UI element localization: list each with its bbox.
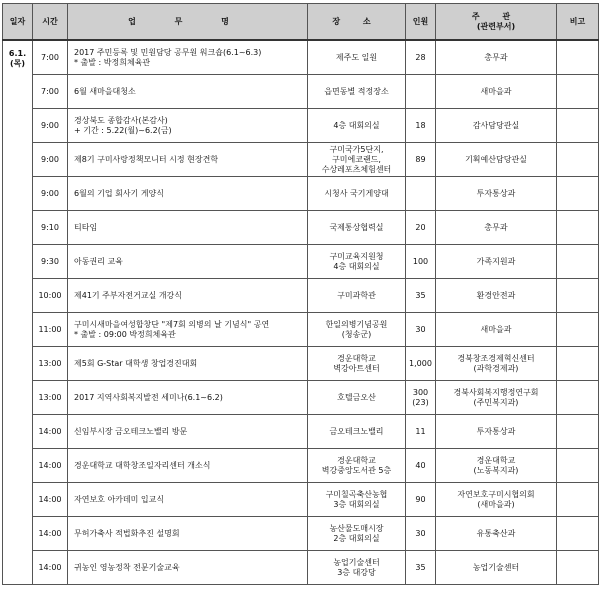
note-cell [557,551,599,585]
place-line: 국제통상협력실 [329,222,384,232]
place-line: 구미에코랜드, [332,154,381,164]
header-people: 인원 [406,4,436,41]
table-row [3,177,599,211]
table-row [3,415,599,449]
table-row [3,381,599,415]
work-cell [68,517,308,551]
people-count: 40 [415,460,426,470]
host-cell [436,245,557,279]
work-cell [68,347,308,381]
place-cell [308,551,406,585]
place-line: 경운대학교 [337,455,376,465]
people-count: 11 [415,426,426,436]
host-cell [436,517,557,551]
time-cell: 7:00 [33,75,68,109]
work-cell [68,483,308,517]
place-line: 4층 대회의실 [333,120,380,130]
time-cell: 9:10 [33,211,68,245]
time-cell: 14:00 [33,449,68,483]
place-line: 3층 대강당 [337,567,376,577]
people-count: 35 [415,562,426,572]
people-cell [406,211,436,245]
people-count: 28 [415,52,426,62]
time-cell: 9:00 [33,177,68,211]
host-name: 경북사회복지행정연구회 [453,387,539,397]
table-row [3,449,599,483]
work-title: 6월 새마을대청소 [74,86,136,96]
host-cell [436,211,557,245]
work-title: 귀농인 영농정착 전문기술교육 [74,562,180,572]
time-cell: 14:00 [33,415,68,449]
host-name: 투자통상과 [476,426,516,436]
host-name: 총무과 [484,52,508,62]
place-cell [308,449,406,483]
note-cell [557,449,599,483]
work-detail: * 출발 : 박정희체육관 [74,57,151,67]
time-cell: 10:00 [33,279,68,313]
table-row [3,517,599,551]
host-dept: (주민복지과) [473,397,519,407]
host-name: 감사담당관실 [472,120,520,130]
work-cell [68,313,308,347]
work-cell [68,551,308,585]
work-title: 구미시새마을여성합창단 "제7회 의병의 날 기념식" 공연 [74,319,270,329]
host-cell [436,109,557,143]
header-host-label: 주 관 [471,11,521,21]
time-cell: 13:00 [33,381,68,415]
people-count: 89 [415,154,426,164]
people-cell [406,415,436,449]
people-cell [406,177,436,211]
work-cell [68,449,308,483]
place-line: 읍면동별 적정장소 [324,86,389,96]
host-name: 새마을과 [480,324,512,334]
host-name: 유통축산과 [476,528,516,538]
work-cell [68,381,308,415]
host-name: 환경안전과 [476,290,516,300]
place-cell [308,143,406,177]
table-row [3,143,599,177]
place-cell [308,279,406,313]
host-name: 경운대학교 [476,455,516,465]
work-title: 아동권리 교육 [74,256,123,266]
people-extra: (23) [412,397,429,407]
people-count: 100 [412,256,429,266]
place-cell [308,109,406,143]
note-cell [557,381,599,415]
note-cell [557,75,599,109]
note-cell [557,40,599,75]
place-line: 구미과학관 [337,290,376,300]
host-name: 자연보호구미시협의회 [457,489,535,499]
work-title: 티타임 [74,222,98,232]
work-cell [68,211,308,245]
people-count: 1,000 [409,358,432,368]
time-cell: 9:30 [33,245,68,279]
note-cell [557,415,599,449]
header-host [436,4,557,41]
place-line: (청송군) [341,329,372,339]
table-row [3,483,599,517]
work-cell [68,143,308,177]
time-cell: 14:00 [33,517,68,551]
host-name: 투자통상과 [476,188,516,198]
host-name: 가족지원과 [476,256,516,266]
place-line: 한일의병기념공원 [325,319,388,329]
note-cell [557,211,599,245]
people-count: 300 [412,387,429,397]
work-title: 2017 주민등록 및 민원담당 공무원 워크숍(6.1~6.3) [74,47,262,57]
host-cell [436,483,557,517]
header-place: 장 소 [308,4,406,41]
work-title: 신임부시장 금오테크노밸리 방문 [74,426,188,436]
time-cell: 9:00 [33,109,68,143]
table-row [3,313,599,347]
place-cell [308,517,406,551]
place-line: 제주도 일원 [335,52,378,62]
host-cell [436,415,557,449]
place-line: 구미칠곡축산농협 [325,489,388,499]
place-line: 구미국가5단지, [329,144,384,154]
note-cell [557,177,599,211]
work-cell [68,245,308,279]
work-title: 경상북도 종합감사(본감사) [74,115,168,125]
people-cell [406,449,436,483]
note-cell [557,279,599,313]
place-line: 4층 대회의실 [333,261,380,271]
table-row [3,347,599,381]
people-cell [406,143,436,177]
place-line: 구미교육지원청 [329,251,384,261]
place-line: 농업기술센터 [333,557,380,567]
people-count: 35 [415,290,426,300]
header-time: 시간 [33,4,68,41]
work-title: 2017 지역사회복지발전 세미나(6.1~6.2) [74,392,223,402]
place-cell [308,381,406,415]
host-cell [436,40,557,75]
table-row [3,551,599,585]
work-title: 자연보호 아카데미 입교식 [74,494,165,504]
time-cell: 13:00 [33,347,68,381]
host-name: 새마을과 [480,86,512,96]
people-count: 30 [415,324,426,334]
people-cell [406,109,436,143]
time-cell: 11:00 [33,313,68,347]
time-cell: 9:00 [33,143,68,177]
place-line: 수상레포츠체험센터 [321,164,392,174]
place-cell [308,347,406,381]
header-row [3,4,599,41]
place-line: 호텔금오산 [337,392,376,402]
work-cell [68,177,308,211]
place-line: 3층 대회의실 [333,499,380,509]
header-host-sub: (관련부서) [476,21,516,31]
people-count: 30 [415,528,426,538]
host-name: 기획예산담당관실 [465,154,527,164]
host-cell [436,143,557,177]
place-cell [308,245,406,279]
host-name: 총무과 [484,222,508,232]
host-cell [436,75,557,109]
people-cell [406,245,436,279]
people-cell [406,279,436,313]
note-cell [557,245,599,279]
host-cell [436,381,557,415]
schedule-table [2,3,599,585]
place-line: 금오테크노밸리 [329,426,384,436]
host-name: 경북창조경제혁신센터 [457,353,535,363]
table-row [3,40,599,75]
time-cell: 7:00 [33,40,68,75]
host-dept: (새마을과) [477,499,515,509]
place-line: 농산물도매시장 [329,523,384,533]
work-cell [68,40,308,75]
table-row [3,245,599,279]
date-label: 6.1. [8,49,27,58]
table-row [3,75,599,109]
host-cell [436,449,557,483]
people-cell [406,517,436,551]
work-title: 제8기 구미사랑정책모니터 시정 현장견학 [74,154,219,164]
people-cell [406,40,436,75]
header-note: 비고 [557,4,599,41]
note-cell [557,313,599,347]
people-count: 18 [415,120,426,130]
date-cell [3,40,33,585]
table-row [3,109,599,143]
place-cell [308,415,406,449]
place-cell [308,75,406,109]
work-cell [68,75,308,109]
host-cell [436,177,557,211]
host-cell [436,313,557,347]
work-detail: + 기간 : 5.22(월)~6.2(금) [74,125,172,135]
people-cell [406,551,436,585]
host-name: 농업기술센터 [472,562,520,572]
host-cell [436,347,557,381]
people-cell [406,347,436,381]
people-cell [406,483,436,517]
work-title: 무허가축사 적법화추진 설명회 [74,528,180,538]
header-work: 업 무 명 [68,4,308,41]
people-cell [406,75,436,109]
host-dept: (과학경제과) [473,363,519,373]
host-dept: (노동복지과) [473,465,519,475]
work-cell [68,415,308,449]
work-title: 제41기 주부자전거교실 개강식 [74,290,183,300]
place-line: 2층 대회의실 [333,533,380,543]
place-line: 벽강중앙도서관 5층 [321,465,392,475]
time-cell: 14:00 [33,483,68,517]
place-cell [308,40,406,75]
place-cell [308,211,406,245]
header-date: 일자 [3,4,33,41]
people-count: 90 [415,494,426,504]
people-cell [406,381,436,415]
place-cell [308,483,406,517]
place-cell [308,177,406,211]
note-cell [557,143,599,177]
place-line: 경운대학교 [337,353,376,363]
work-cell [68,279,308,313]
place-line: 벽강아트센터 [333,363,380,373]
work-title: 경운대학교 대학창조일자리센터 개소식 [74,460,211,470]
note-cell [557,483,599,517]
time-cell: 14:00 [33,551,68,585]
table-row [3,279,599,313]
table-row [3,211,599,245]
work-title: 제5회 G-Star 대학생 창업경진대회 [74,358,198,368]
work-title: 6월의 기업 회사기 게양식 [74,188,164,198]
work-cell [68,109,308,143]
note-cell [557,517,599,551]
people-count: 20 [415,222,426,232]
host-cell [436,551,557,585]
note-cell [557,347,599,381]
people-cell [406,313,436,347]
work-detail: * 출발 : 09:00 박정희체육관 [74,329,176,339]
place-cell [308,313,406,347]
host-cell [436,279,557,313]
day-label: (목) [9,59,26,68]
place-line: 시청사 국기게양대 [324,188,389,198]
note-cell [557,109,599,143]
